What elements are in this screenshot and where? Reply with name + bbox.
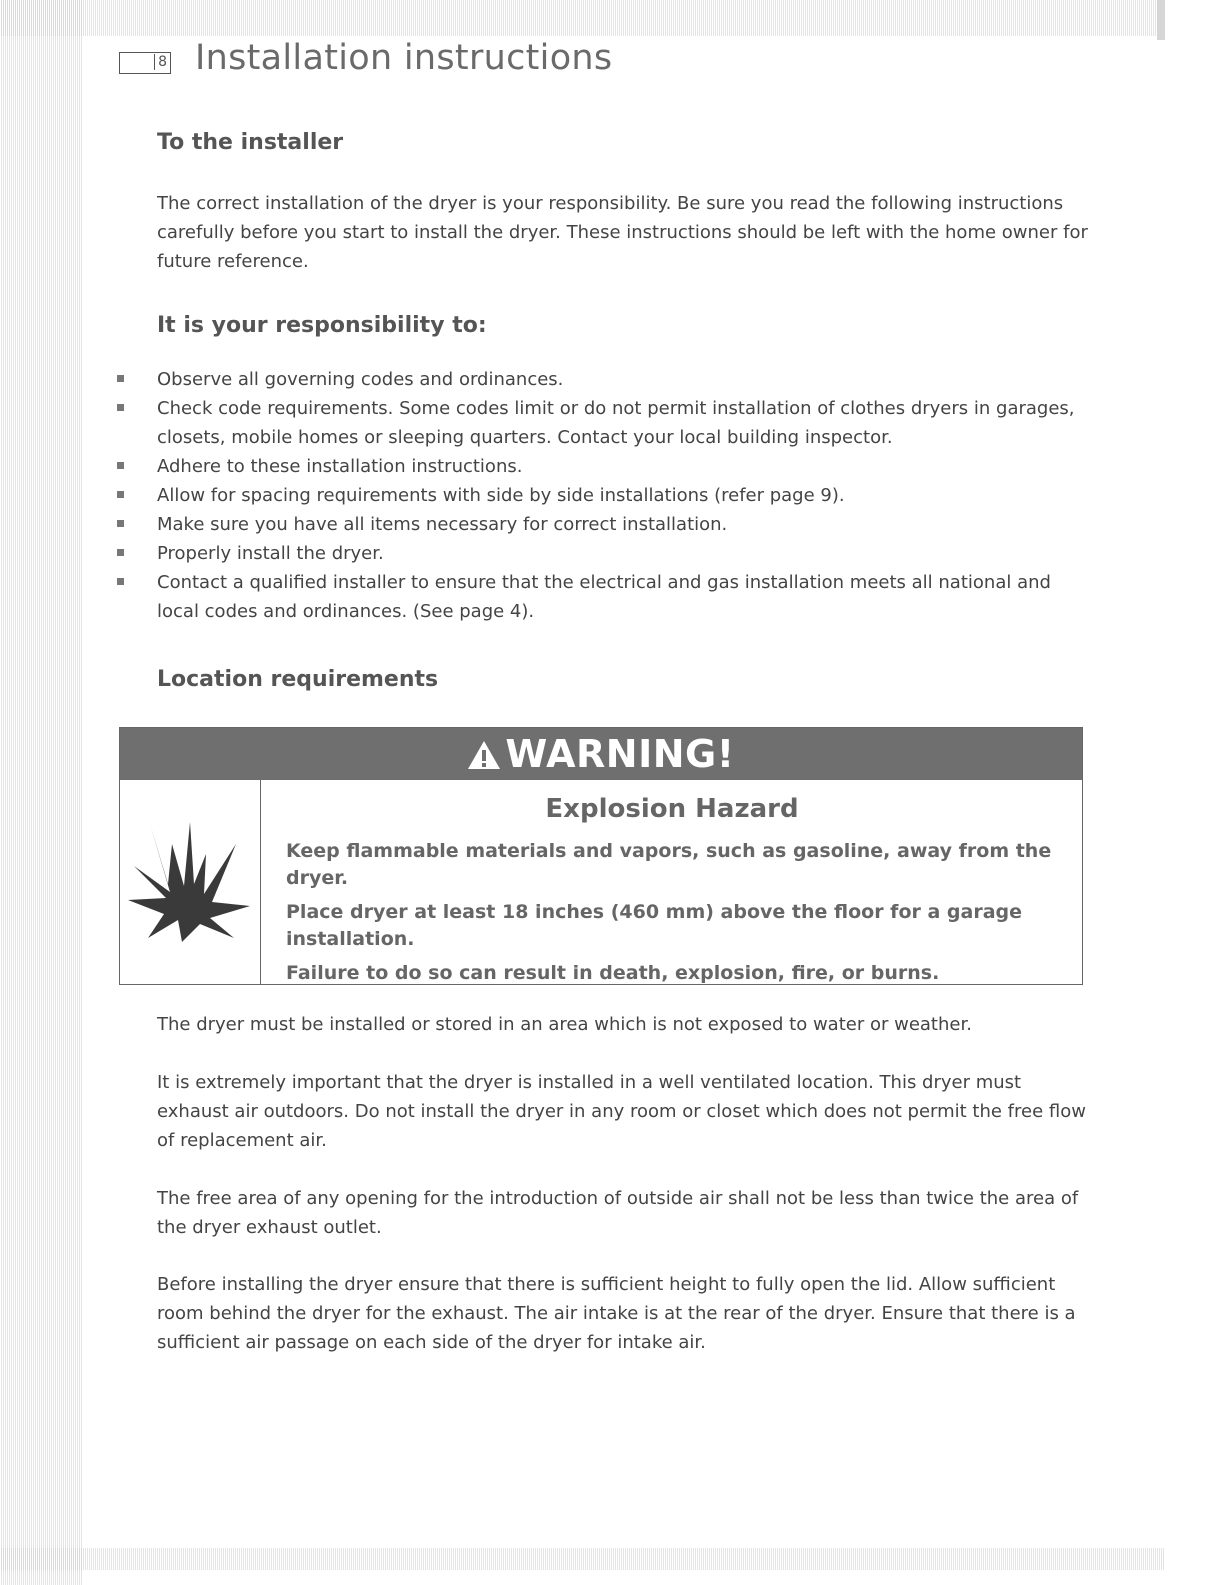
bullet-icon xyxy=(117,404,124,411)
location-paragraph: Before installing the dryer ensure that there is sufficient height to fully open the lid. Allow sufficient room behind the dryer for the exhaust. The air intake is at the rear of the dryer. Ensure that there is a sufficient air passage on each side of the dryer for intake air. xyxy=(157,1274,1076,1353)
warning-title-text: WARNING! xyxy=(505,732,735,776)
hazard-line: Keep flammable materials and vapors, such as gasoline, away from the dryer. xyxy=(286,840,1052,889)
list-item-text: Check code requirements. Some codes limit or do not permit installation of clothes dryers in garages, closets, mobile homes or sleeping quarters. Contact your local building inspector. xyxy=(157,398,1075,448)
location-paragraph: The free area of any opening for the introduction of outside air shall not be less than twice the area of the dryer exhaust outlet. xyxy=(157,1188,1079,1238)
hazard-line: Failure to do so can result in death, explosion, fire, or burns. xyxy=(286,962,940,984)
warning-triangle-icon xyxy=(467,739,501,771)
list-item xyxy=(115,510,1095,539)
list-item xyxy=(115,568,1095,626)
location-paragraph: It is extremely important that the dryer is installed in a well ventilated location. This dryer must exhaust air outdoors. Do not install the dryer in any room or closet which does not permit the free flow of replacement air. xyxy=(157,1072,1086,1151)
bullet-icon xyxy=(117,462,124,469)
page-scan-edge-bottom xyxy=(0,1548,1165,1570)
list-item-text: Contact a qualified installer to ensure that the electrical and gas installation meets all national and local codes and ordinances. (See page 4). xyxy=(157,572,1051,622)
page-title: Installation instructions xyxy=(195,38,613,78)
responsibility-heading: It is your responsibility to: xyxy=(157,313,487,338)
bullet-icon xyxy=(117,375,124,382)
page-number-box xyxy=(119,52,171,74)
hazard-title: Explosion Hazard xyxy=(545,794,799,824)
bullet-icon xyxy=(117,491,124,498)
bullet-icon xyxy=(117,549,124,556)
page-scan-edge-right xyxy=(1157,0,1165,40)
warning-title xyxy=(467,732,734,776)
warning-bar xyxy=(120,728,1082,780)
location-paragraph: The dryer must be installed or stored in an area which is not exposed to water or weather. xyxy=(157,1014,972,1035)
warning-divider xyxy=(260,780,261,984)
page-number: 8 xyxy=(154,54,167,70)
list-item-text: Properly install the dryer. xyxy=(157,543,384,564)
installer-heading: To the installer xyxy=(157,130,344,155)
list-item-text: Observe all governing codes and ordinances. xyxy=(157,369,564,390)
hazard-lines xyxy=(286,838,1076,994)
list-item-text: Make sure you have all items necessary for correct installation. xyxy=(157,514,728,535)
location-heading: Location requirements xyxy=(157,667,439,692)
list-item-text: Allow for spacing requirements with side by side installations (refer page 9). xyxy=(157,485,845,506)
list-item xyxy=(115,481,1095,510)
hazard-line: Place dryer at least 18 inches (460 mm) above the floor for a garage installation. xyxy=(286,901,1023,950)
list-item xyxy=(115,394,1095,452)
page-scan-edge-left xyxy=(0,0,82,1585)
explosion-icon xyxy=(126,814,254,944)
responsibility-list xyxy=(115,365,1095,626)
bullet-icon xyxy=(117,578,124,585)
warning-box xyxy=(119,727,1083,985)
bullet-icon xyxy=(117,520,124,527)
page-scan-edge-top xyxy=(0,0,1165,36)
list-item xyxy=(115,452,1095,481)
list-item xyxy=(115,365,1095,394)
list-item-text: Adhere to these installation instructions. xyxy=(157,456,523,477)
installer-paragraph: The correct installation of the dryer is your responsibility. Be sure you read the following instructions carefully before you start to install the dryer. These instructions should be left with the home owner for future reference. xyxy=(157,193,1088,272)
list-item xyxy=(115,539,1095,568)
